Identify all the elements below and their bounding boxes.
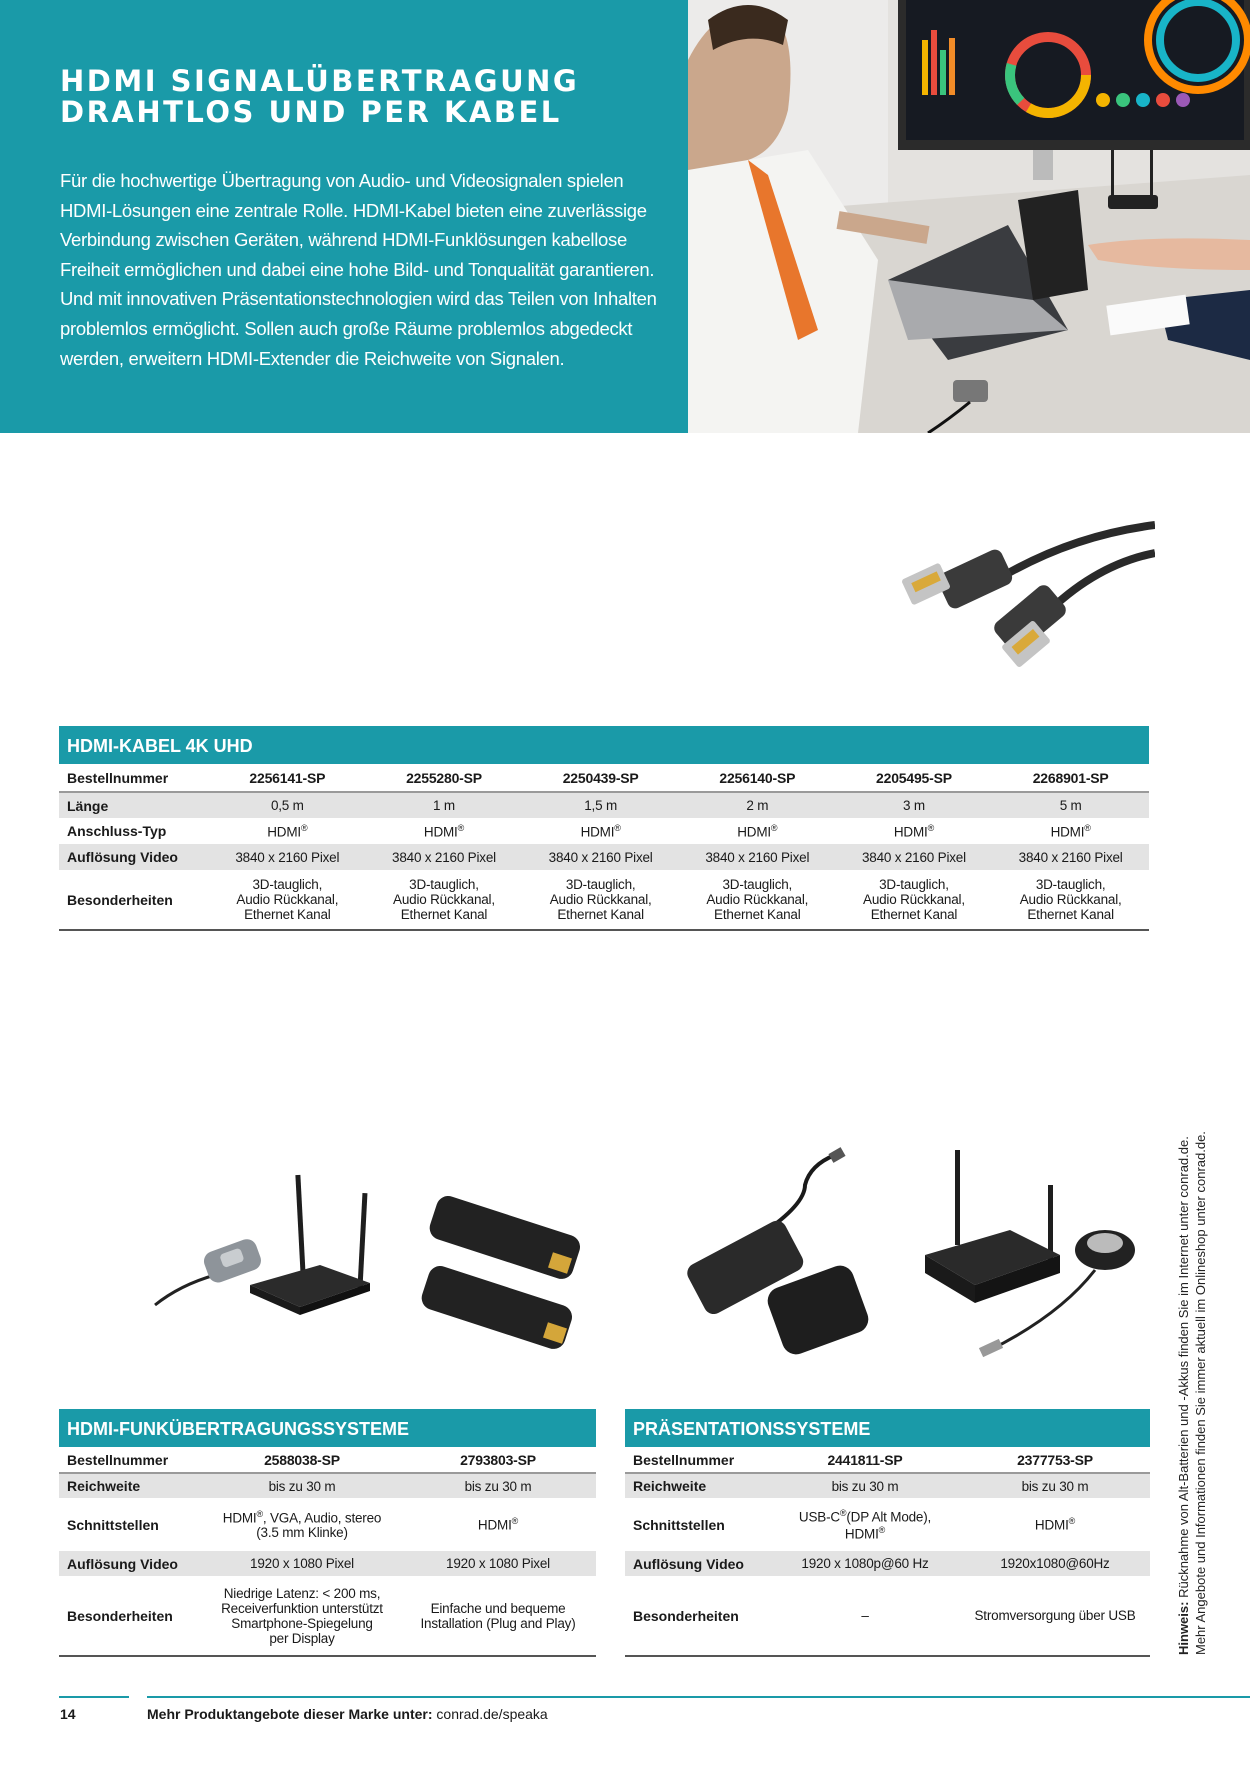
table-row: [59, 1447, 596, 1473]
order-number: 2793803-SP: [460, 1451, 536, 1468]
row-label: Länge: [59, 792, 209, 818]
cell-features: 3D-tauglich, Audio Rückkanal, Ethernet Kanal: [679, 870, 836, 930]
row-label: Reichweite: [625, 1473, 770, 1498]
cell-features: 3D-tauglich, Audio Rückkanal, Ethernet Kanal: [209, 870, 366, 930]
note-line-1: Rücknahme von Alt-Batterien und -Akkus finden Sie im Internet unter conrad.de.: [1176, 1136, 1191, 1602]
order-number: 2250439-SP: [562, 769, 639, 786]
cell-connector: HDMI®: [267, 822, 308, 840]
cell-resolution: 1920 x 1080p@60 Hz: [770, 1551, 960, 1576]
cell-resolution: 1920 x 1080 Pixel: [400, 1551, 596, 1576]
cell-resolution: 1920 x 1080 Pixel: [204, 1551, 400, 1576]
cell-features: 3D-tauglich, Audio Rückkanal, Ethernet Kanal: [992, 870, 1149, 930]
order-number: 2205495-SP: [876, 769, 952, 786]
table-row: [625, 1576, 1150, 1656]
table-row: [59, 870, 1149, 930]
table-title: PRÄSENTATIONSSYSTEME: [625, 1409, 1150, 1447]
cell-connector: HDMI®: [423, 822, 465, 840]
wireless-table: [59, 1409, 596, 1657]
table-row: [625, 1447, 1150, 1473]
cell-features: 3D-tauglich, Audio Rückkanal, Ethernet Kanal: [366, 870, 523, 930]
cell-range: bis zu 30 m: [400, 1473, 596, 1498]
footer-divider: [147, 1696, 1250, 1698]
order-number: 2588038-SP: [264, 1451, 340, 1468]
presentation-usbc-image: [685, 1145, 885, 1355]
cell-connector: HDMI®: [737, 822, 778, 840]
hero-banner: [0, 0, 688, 433]
cell-resolution: 3840 x 2160 Pixel: [836, 844, 993, 870]
cell-connector: HDMI®: [1050, 822, 1091, 840]
presentation-router-image: [920, 1145, 1150, 1360]
row-label: Schnittstellen: [67, 1516, 159, 1533]
row-label: Bestellnummer: [633, 1451, 735, 1468]
row-label: Auflösung Video: [59, 1551, 204, 1576]
table-row: [59, 764, 1149, 792]
cell-resolution: 1920x1080@60Hz: [960, 1551, 1150, 1576]
row-label: Auflösung Video: [625, 1551, 770, 1576]
cell-connector: HDMI®: [893, 822, 935, 840]
hdmi-cable-table: [59, 726, 1149, 931]
cell-features: Einfache und bequeme Installation (Plug and Play): [400, 1576, 596, 1656]
cell-resolution: 3840 x 2160 Pixel: [522, 844, 679, 870]
table-title: HDMI-KABEL 4K UHD: [59, 726, 1149, 764]
cell-features: 3D-tauglich, Audio Rückkanal, Ethernet Kanal: [836, 870, 993, 930]
order-number: 2441811-SP: [827, 1451, 903, 1468]
cell-resolution: 3840 x 2160 Pixel: [209, 844, 366, 870]
footer-label: Mehr Produktangebote dieser Marke unter:: [147, 1706, 433, 1722]
hdmi-cable-image: [895, 515, 1155, 680]
footer-divider: [59, 1696, 129, 1698]
cell-resolution: 3840 x 2160 Pixel: [679, 844, 836, 870]
table-row: [625, 1551, 1150, 1576]
side-note: [1175, 1095, 1209, 1655]
note-line-2: Mehr Angebote und Informationen finden Sie immer aktuell im Onlineshop unter conrad.de.: [1193, 1131, 1208, 1655]
hero-photo: [688, 0, 1250, 433]
table-row: [59, 818, 1149, 844]
table-row: [59, 1473, 596, 1498]
row-label: Bestellnummer: [67, 1451, 169, 1468]
cell-interfaces: HDMI®, VGA, Audio, stereo (3.5 mm Klinke): [222, 1508, 382, 1541]
cell-length: 1,5 m: [522, 792, 679, 818]
cell-range: bis zu 30 m: [204, 1473, 400, 1498]
table-row: [625, 1473, 1150, 1498]
cell-connector: HDMI®: [580, 822, 621, 840]
row-label: Besonderheiten: [625, 1576, 770, 1656]
order-number: 2268901-SP: [1032, 769, 1109, 786]
order-number: 2255280-SP: [406, 769, 482, 786]
cell-range: bis zu 30 m: [960, 1473, 1150, 1498]
table-row: [59, 1551, 596, 1576]
row-label: Besonderheiten: [59, 1576, 204, 1656]
table-title: HDMI-FUNKÜBERTRAGUNGSSYSTEME: [59, 1409, 596, 1447]
cell-resolution: 3840 x 2160 Pixel: [366, 844, 523, 870]
table-row: [59, 1576, 596, 1656]
cell-interfaces: HDMI®: [477, 1516, 519, 1533]
order-number: 2256140-SP: [719, 769, 796, 786]
table-row: [59, 792, 1149, 818]
footer-text: [147, 1706, 548, 1722]
footer-link[interactable]: conrad.de/speaka: [436, 1706, 548, 1722]
row-label: Anschluss-Typ: [67, 823, 167, 839]
title-line-1: HDMI SIGNALÜBERTRAGUNG: [60, 64, 580, 98]
cell-length: 5 m: [992, 792, 1149, 818]
table-row: [59, 844, 1149, 870]
title-line-2: DRAHTLOS UND PER KABEL: [60, 95, 562, 129]
row-label: Auflösung Video: [59, 844, 209, 870]
order-number: 2256141-SP: [249, 769, 326, 786]
cell-features: 3D-tauglich, Audio Rückkanal, Ethernet Kanal: [522, 870, 679, 930]
table-row: [625, 1498, 1150, 1551]
cell-features: Stromversorgung über USB: [960, 1576, 1150, 1656]
note-label: Hinweis:: [1176, 1601, 1191, 1655]
cell-length: 3 m: [836, 792, 993, 818]
cell-length: 1 m: [366, 792, 523, 818]
cell-resolution: 3840 x 2160 Pixel: [992, 844, 1149, 870]
cell-length: 2 m: [679, 792, 836, 818]
presentation-table: [625, 1409, 1150, 1657]
order-number: 2377753-SP: [1017, 1451, 1093, 1468]
row-label: Bestellnummer: [67, 769, 169, 786]
cell-features: Niedrige Latenz: < 200 ms, Receiverfunktion unterstützt Smartphone-Spiegelung per Display: [204, 1576, 400, 1656]
row-label: Besonderheiten: [59, 870, 209, 930]
row-label: Reichweite: [59, 1473, 204, 1498]
intro-text: Für die hochwertige Übertragung von Audio- und Videosignalen spielen HDMI-Lösungen eine zentrale Rolle. HDMI-Kabel bieten eine zuverlässige Verbindung zwischen Geräten, während HDMI-Funklösungen kabellose Freiheit ermöglichen und dabei eine hohe Bild- und Tonqualität garantieren. Und mit innovativen Präsentationstechnologien wird das Teilen von Inhalten problemlos ermöglicht. Sollen auch große Räume problemlos abgedeckt werden, erweitern HDMI-Extender die Reichweite von Signalen.: [60, 170, 657, 369]
cell-length: 0,5 m: [209, 792, 366, 818]
row-label: Schnittstellen: [633, 1516, 725, 1533]
cell-interfaces: HDMI®: [1034, 1516, 1076, 1533]
cell-range: bis zu 30 m: [770, 1473, 960, 1498]
table-row: [59, 1498, 596, 1551]
cell-features: –: [770, 1576, 960, 1656]
wireless-kit-image: [150, 1165, 380, 1325]
wireless-sticks-image: [410, 1195, 590, 1360]
cell-interfaces: USB-C®(DP Alt Mode), HDMI®: [798, 1508, 932, 1541]
page-title: [60, 66, 660, 128]
page-number: 14: [60, 1706, 76, 1722]
